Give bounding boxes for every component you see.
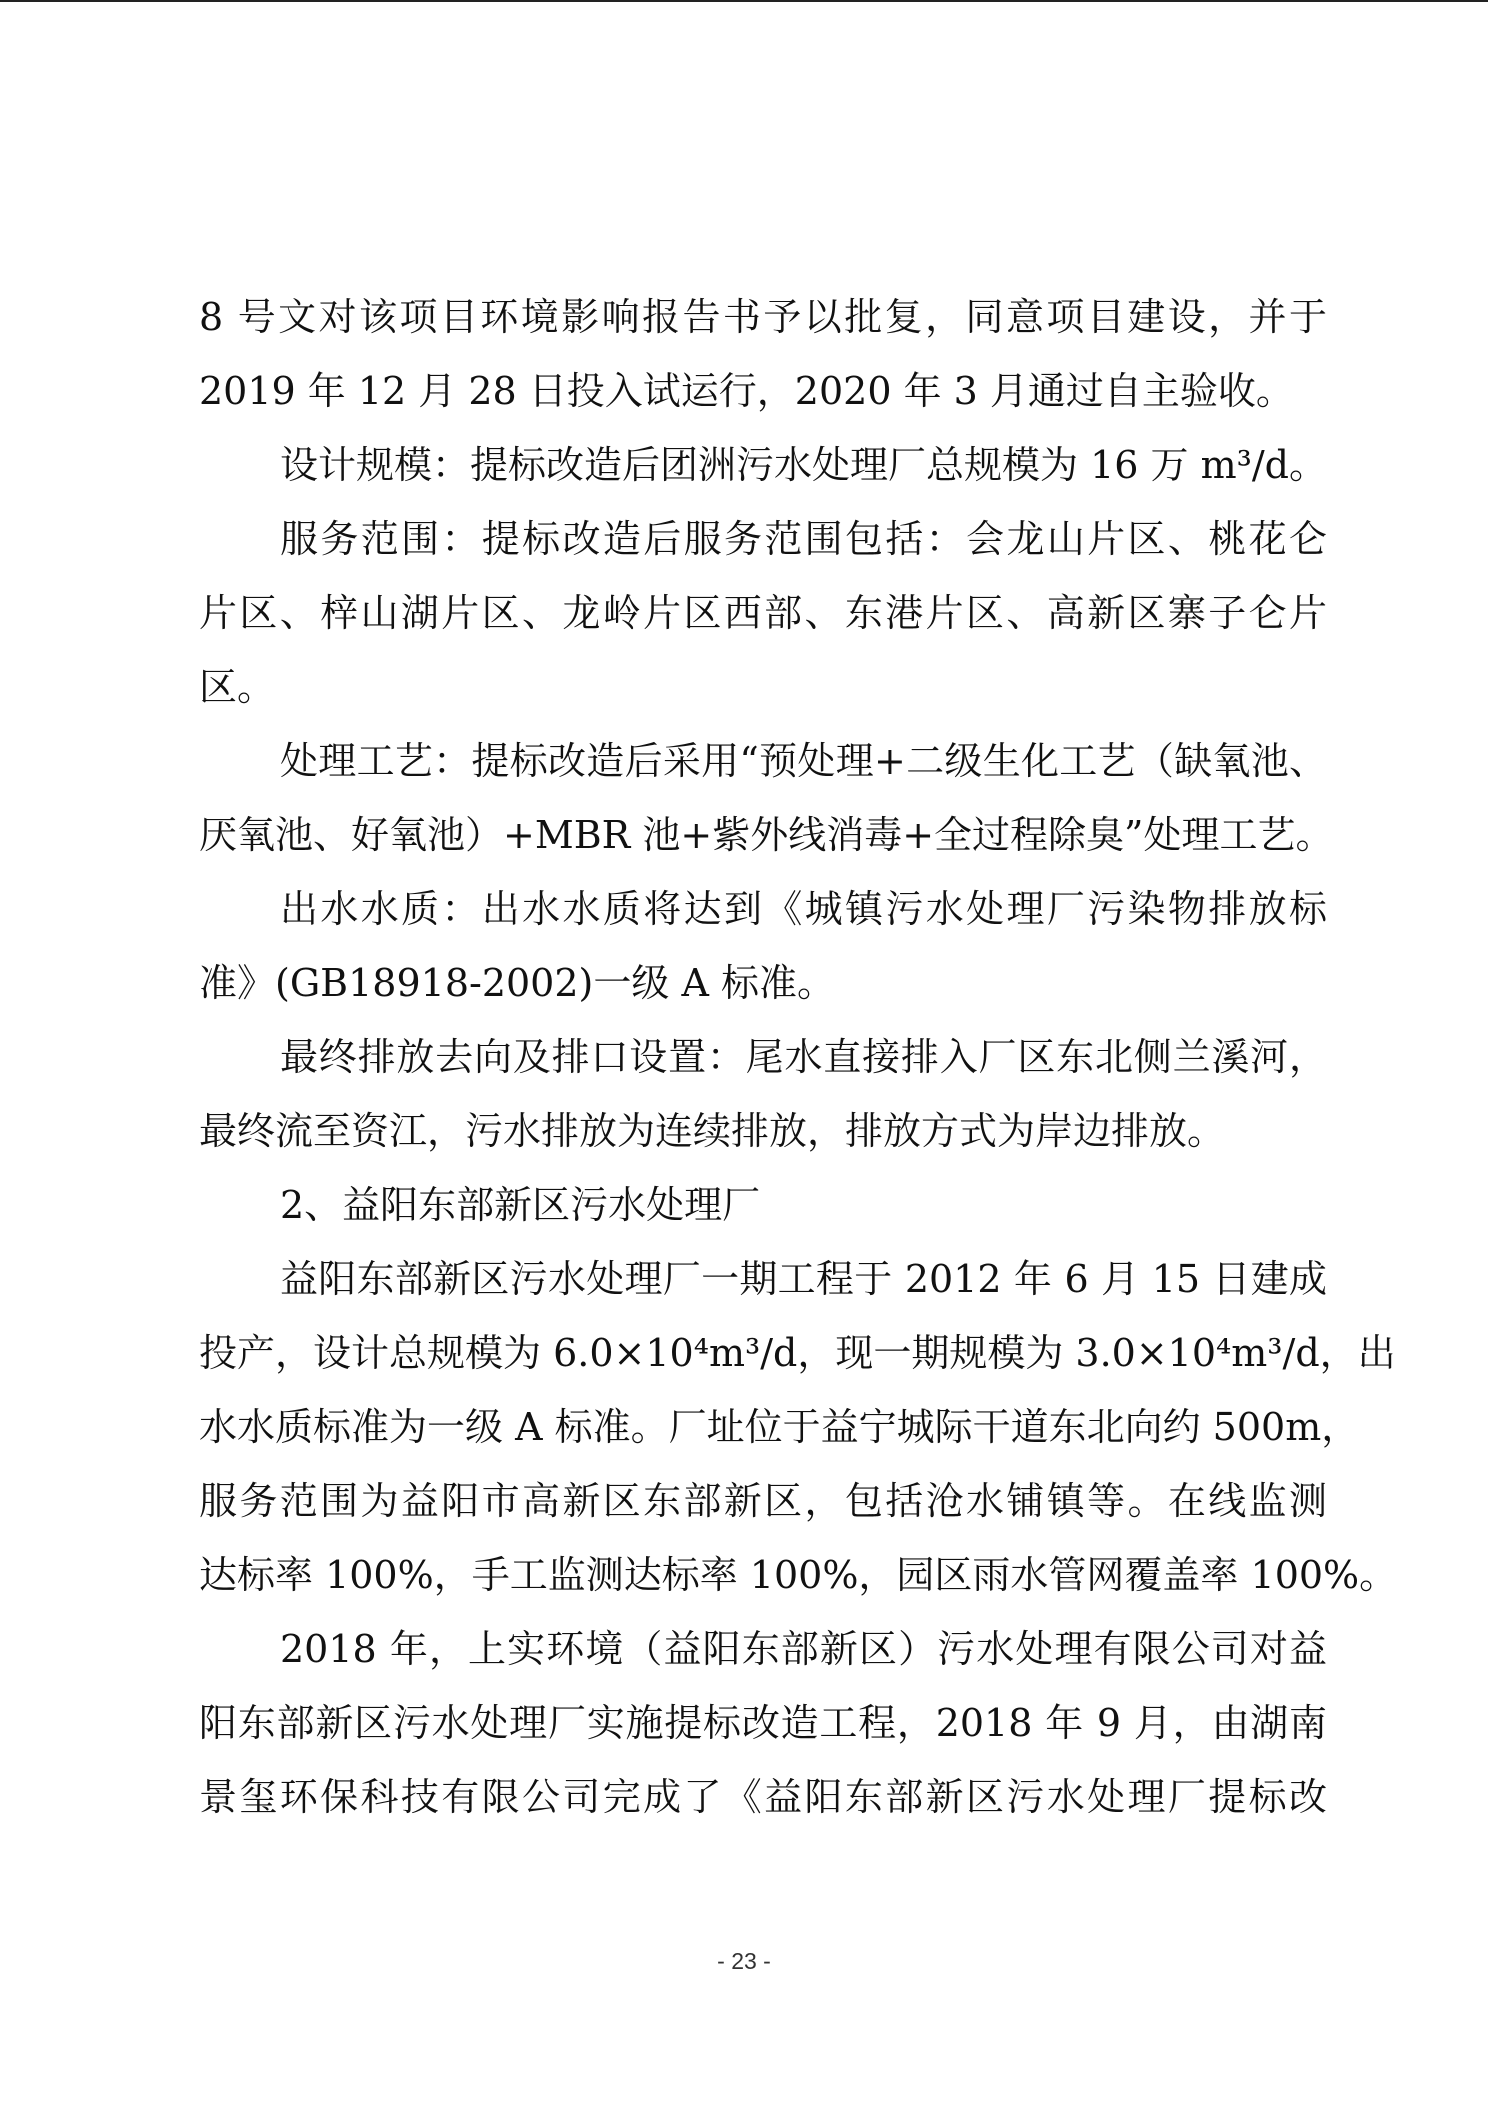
text-line: 出水水质：出水水质将达到《城镇污水处理厂污染物排放标	[280, 887, 1327, 931]
text-line: 片区、梓山湖片区、龙岭片区西部、东港片区、高新区寨子仑片	[199, 591, 1327, 635]
text-line: 准》(GB18918-2002)一级 A 标准。	[199, 961, 835, 1005]
text-line: 2018 年，上实环境（益阳东部新区）污水处理有限公司对益	[280, 1627, 1327, 1671]
text-line: 服务范围为益阳市高新区东部新区，包括沧水铺镇等。在线监测	[199, 1479, 1327, 1523]
text-line: 益阳东部新区污水处理厂一期工程于 2012 年 6 月 15 日建成	[280, 1257, 1327, 1301]
text-line: 2019 年 12 月 28 日投入试运行，2020 年 3 月通过自主验收。	[199, 369, 1294, 413]
text-line: 水水质标准为一级 A 标准。厂址位于益宁城际干道东北向约 500m，	[199, 1405, 1360, 1449]
text-line: 阳东部新区污水处理厂实施提标改造工程，2018 年 9 月，由湖南	[199, 1701, 1327, 1745]
document-body	[199, 280, 1398, 1834]
top-border-rule	[0, 0, 1488, 2]
text-line: 8 号文对该项目环境影响报告书予以批复，同意项目建设，并于	[199, 295, 1327, 339]
text-line: 服务范围：提标改造后服务范围包括：会龙山片区、桃花仑	[280, 517, 1327, 561]
text-line: 最终流至资江，污水排放为连续排放，排放方式为岸边排放。	[199, 1109, 1226, 1153]
text-line: 达标率 100%，手工监测达标率 100%，园区雨水管网覆盖率 100%。	[199, 1553, 1398, 1597]
text-line: 投产，设计总规模为 6.0×10⁴m³/d，现一期规模为 3.0×10⁴m³/d，出	[199, 1331, 1396, 1375]
text-line: 2、益阳东部新区污水处理厂	[280, 1183, 761, 1227]
page-number: - 23 -	[717, 1948, 771, 1974]
text-line: 处理工艺：提标改造后采用“预处理+二级生化工艺（缺氧池、	[280, 739, 1327, 783]
text-line: 设计规模：提标改造后团洲污水处理厂总规模为 16 万 m³/d。	[280, 443, 1327, 487]
text-line: 厌氧池、好氧池）+MBR 池+紫外线消毒+全过程除臭”处理工艺。	[199, 813, 1334, 857]
text-line: 景玺环保科技有限公司完成了《益阳东部新区污水处理厂提标改	[199, 1775, 1327, 1819]
text-line: 区。	[199, 665, 276, 709]
text-line: 最终排放去向及排口设置：尾水直接排入厂区东北侧兰溪河，	[280, 1035, 1327, 1079]
